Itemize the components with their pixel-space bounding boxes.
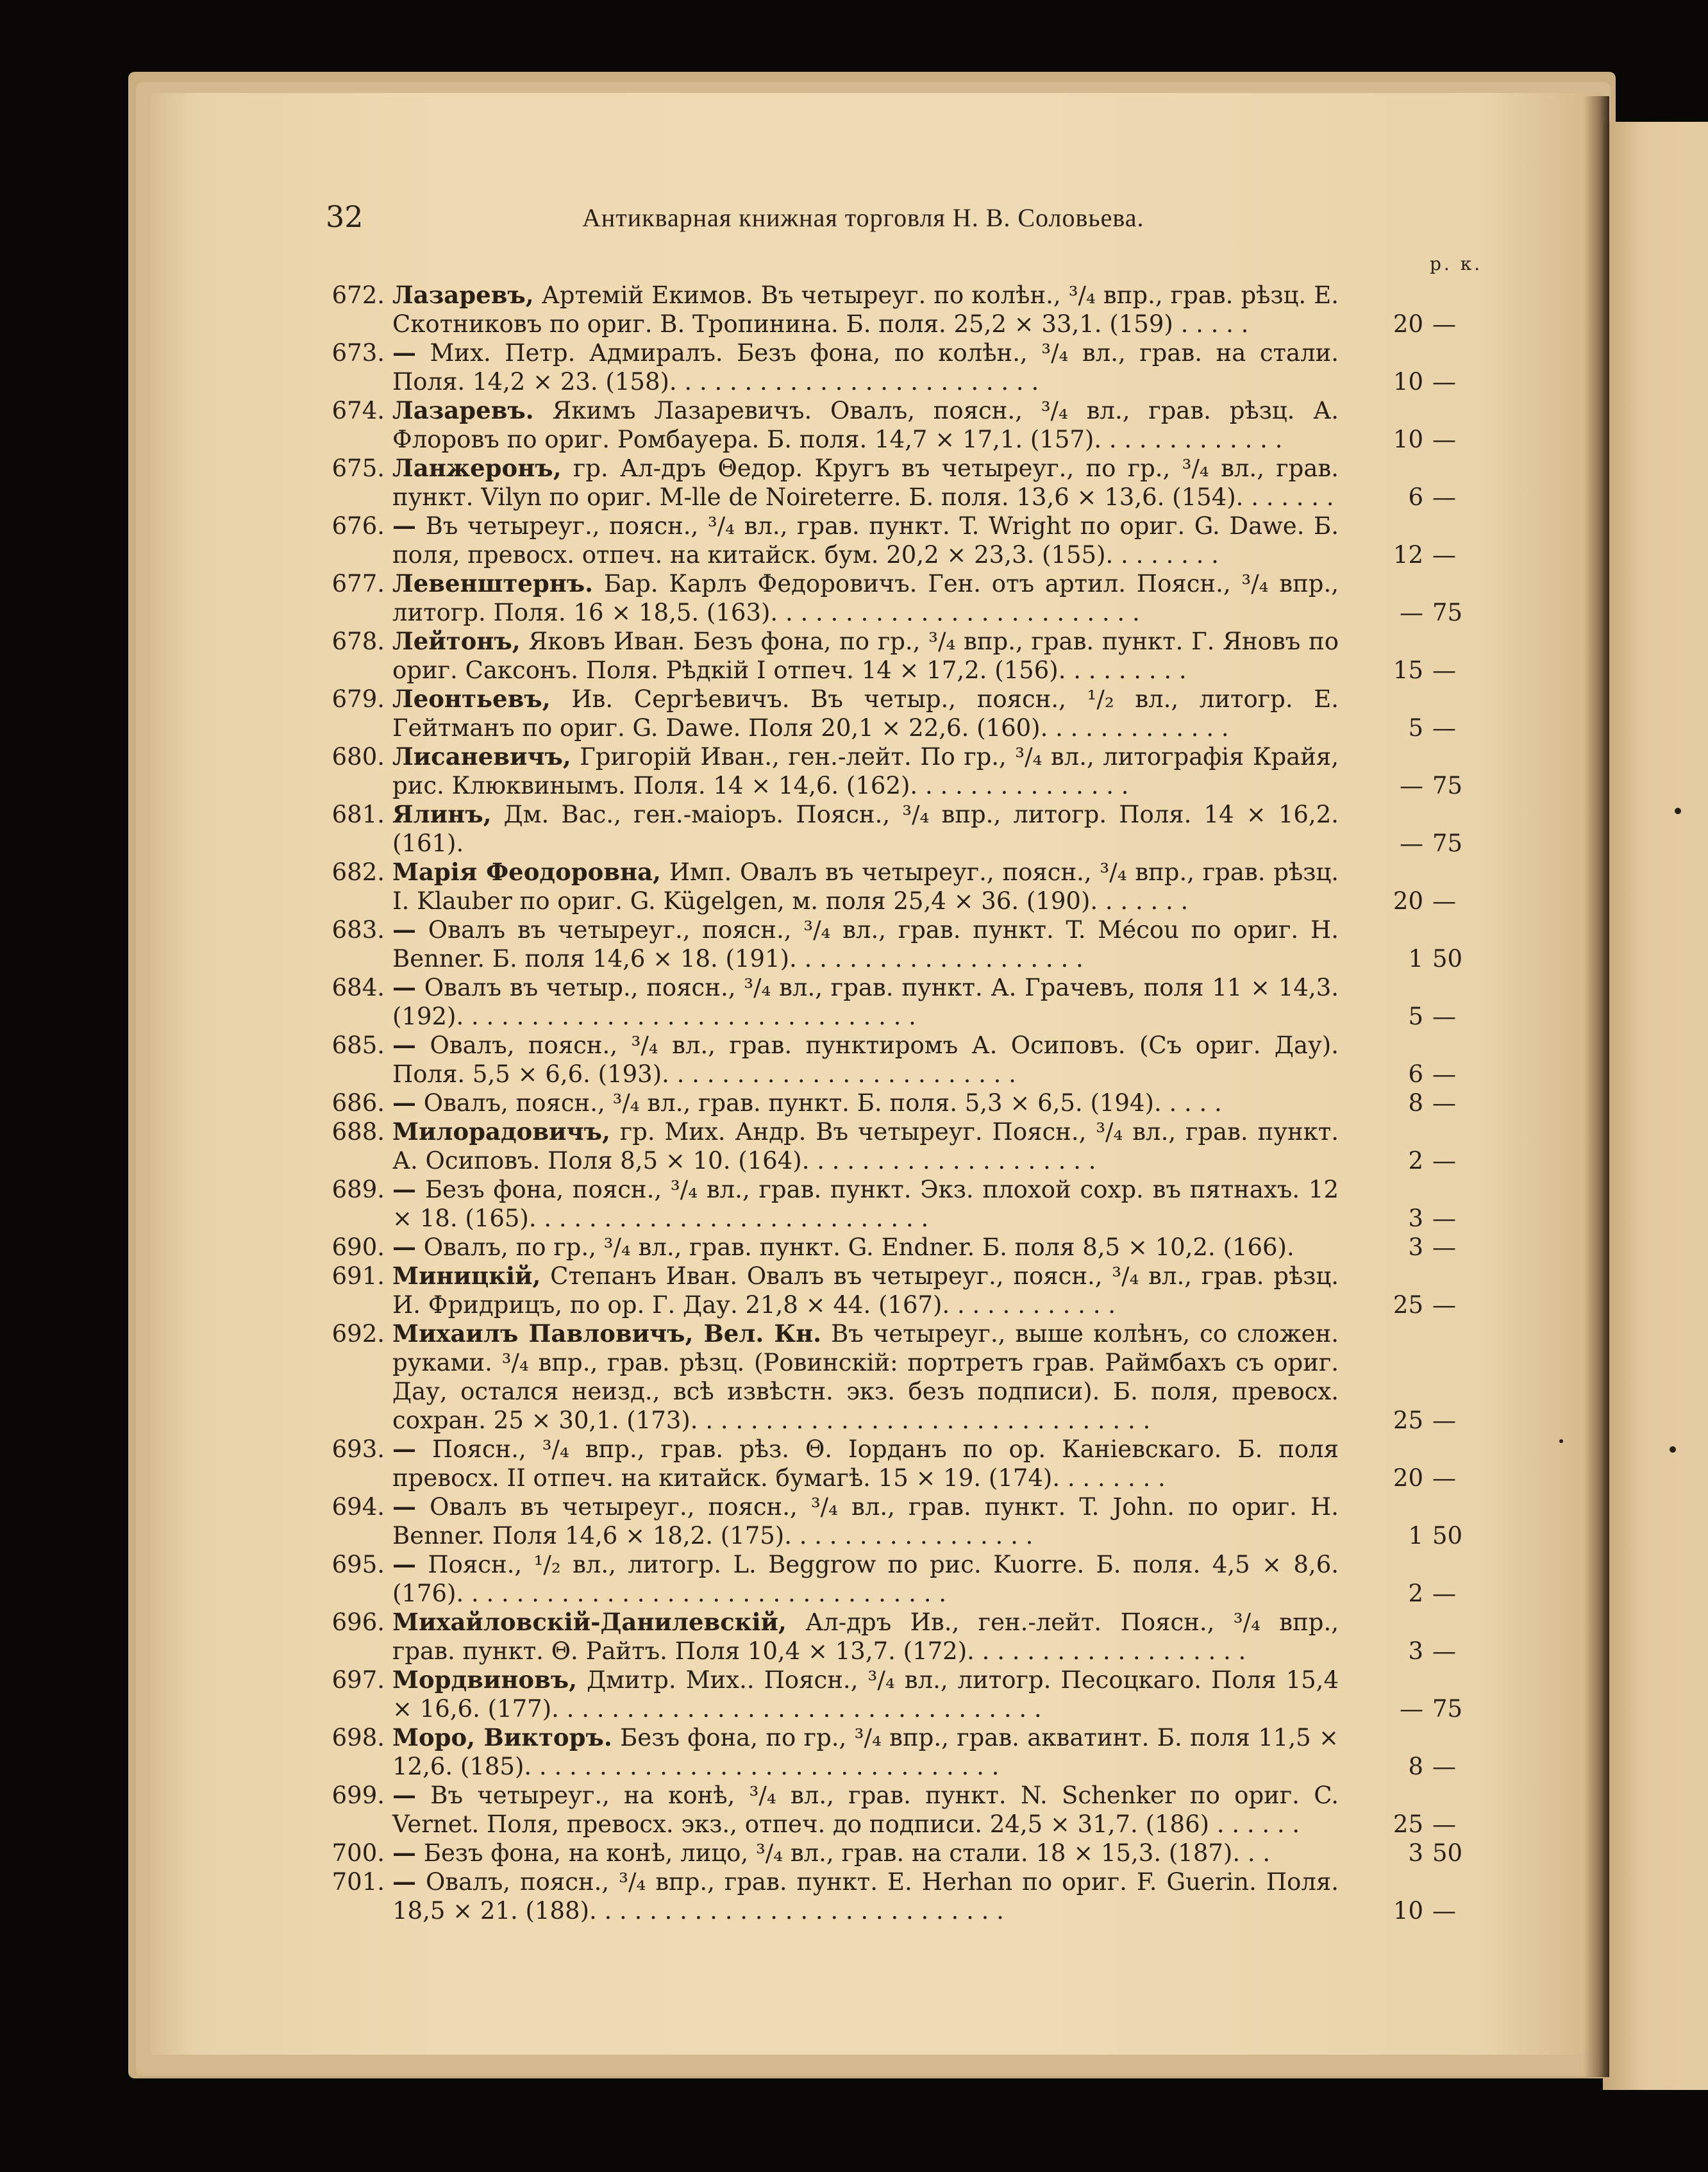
price-kopecks: — bbox=[1432, 1407, 1456, 1434]
entry-price bbox=[1372, 367, 1513, 396]
entry-price bbox=[1372, 1464, 1513, 1492]
catalog-entry bbox=[314, 1435, 1513, 1492]
entry-details: Безъ фона, по гр., ³/₄ впр., грав. акватинт. Б. поля 11,5 × 12,6. (185). . . . . . . . . . . . . . . . . . . . . . . . . . . . . . . . bbox=[392, 1724, 1339, 1780]
entry-description bbox=[392, 512, 1339, 569]
price-kopecks: — bbox=[1432, 1897, 1456, 1925]
entry-description bbox=[392, 1233, 1339, 1262]
entry-description bbox=[392, 569, 1339, 627]
entry-number: 685. bbox=[331, 1032, 385, 1059]
entry-description bbox=[392, 454, 1339, 512]
catalog-entry bbox=[314, 1666, 1513, 1723]
entry-number: 676. bbox=[331, 512, 385, 540]
entry-subject-name: Милорадовичъ, bbox=[392, 1117, 610, 1146]
entry-description bbox=[392, 1117, 1339, 1175]
price-kopecks: 50 bbox=[1432, 945, 1463, 973]
entry-details: Бар. Карлъ Федоровичъ. Ген. отъ артил. Поясн., ³/₄ впр., литогр. Поля. 16 × 18,5. (163). . . . . . . . . . . . . . . . . . . . . . . . . bbox=[392, 570, 1339, 626]
price-rubles: 20 bbox=[1393, 310, 1423, 338]
entry-description bbox=[392, 1319, 1339, 1435]
entry-subject-name: Михайловскій-Данилевскій, bbox=[392, 1608, 787, 1636]
paper-speck bbox=[1670, 1446, 1676, 1453]
entry-description bbox=[392, 915, 1339, 973]
price-kopecks: — bbox=[1432, 1580, 1456, 1607]
entry-details: Овалъ, поясн., ³/₄ вл., грав. пунктиромъ А. Осиповъ. (Съ ориг. Дау). Поля. 5,5 × 6,6. (193). . . . . . . . . . . . . . . . . . . . . . . . bbox=[392, 1032, 1339, 1088]
page-header bbox=[326, 197, 1249, 236]
entry-subject-name: — bbox=[392, 1867, 416, 1896]
entry-details: Безъ фона, на конѣ, лицо, ³/₄ вл., грав. на стали. 18 × 15,3. (187). . . bbox=[423, 1839, 1271, 1867]
entry-subject-name: Лейтонъ, bbox=[392, 627, 521, 655]
price-rubles: 1 bbox=[1408, 945, 1423, 973]
entry-description bbox=[392, 338, 1339, 396]
price-kopecks: — bbox=[1432, 887, 1456, 915]
entry-subject-name: — bbox=[392, 1839, 416, 1867]
entry-details: Овалъ въ четыреуг., поясн., ³/₄ вл., грав. пункт. T. John. по ориг. H. Benner. Поля 14,6 × 18,2. (175). . . . . . . . . . . . . . . . . bbox=[392, 1493, 1339, 1550]
entry-subject-name: Миницкій, bbox=[392, 1262, 541, 1290]
running-head-title: Антикварная книжная торговля Н. В. Соловьева. bbox=[582, 203, 1144, 232]
catalog-entry bbox=[314, 915, 1513, 973]
entry-description bbox=[392, 1550, 1339, 1608]
entry-subject-name: Лазаревъ, bbox=[392, 281, 534, 309]
entry-number: 697. bbox=[331, 1666, 385, 1694]
price-kopecks: 50 bbox=[1432, 1839, 1463, 1867]
price-rubles: 5 bbox=[1408, 714, 1423, 742]
entry-description bbox=[392, 1839, 1339, 1867]
facing-page-edge bbox=[1603, 122, 1708, 2090]
entry-number: 680. bbox=[331, 743, 385, 771]
catalog-entry bbox=[314, 1262, 1513, 1319]
price-kopecks: — bbox=[1432, 1810, 1456, 1838]
catalog-entry bbox=[314, 454, 1513, 512]
entry-number: 693. bbox=[331, 1435, 385, 1463]
price-rubles: 3 bbox=[1408, 1205, 1423, 1232]
entry-details: Овалъ, поясн., ³/₄ впр., грав. пункт. E. Herhan по ориг. F. Guerin. Поля. 18,5 × 21. (188). . . . . . . . . . . . . . . . . . . . . . . . . . . . bbox=[392, 1868, 1339, 1925]
entry-details: гр. Ал-дръ Θедор. Кругъ въ четыреуг., по гр., ³/₄ вл., грав. пункт. Vilyn по ориг. M-lle de Noireterre. Б. поля. 13,6 × 13,6. (154). . . . . . . bbox=[392, 455, 1339, 511]
entry-number: 688. bbox=[331, 1118, 385, 1146]
entry-subject-name: Мордвиновъ, bbox=[392, 1666, 578, 1694]
entry-number: 691. bbox=[331, 1262, 385, 1290]
price-kopecks: — bbox=[1432, 1147, 1456, 1174]
entry-details: Въ четыреуг., выше колѣнъ, со сложен. руками. ³/₄ впр., грав. рѣзц. (Ровинскій: портретъ грав. Раймбахъ съ ориг. Дау, остался неизд., всѣ извѣстн. экз. безъ подписи). Б. поля, превосх. сохран. 25 × 30,1. (173). . . . . . . . . . . . . . . . . . . . . . . . . . . . . . . bbox=[392, 1320, 1339, 1434]
price-kopecks: — bbox=[1432, 368, 1456, 396]
price-kopecks: — bbox=[1432, 1205, 1456, 1232]
entry-description bbox=[392, 1666, 1339, 1723]
catalog-entry bbox=[314, 1608, 1513, 1666]
entry-description bbox=[392, 1089, 1339, 1117]
entry-description bbox=[392, 281, 1339, 338]
entry-details: Ал-дръ Ив., ген.-лейт. Поясн., ³/₄ впр., грав. пункт. Θ. Райтъ. Поля 10,4 × 13,7. (172). . . . . . . . . . . . . . . . . . . bbox=[392, 1608, 1339, 1665]
entry-details: Овалъ, поясн., ³/₄ вл., грав. пункт. Б. поля. 5,3 × 6,5. (194). . . . . bbox=[423, 1089, 1222, 1117]
catalog-entry bbox=[314, 1839, 1513, 1867]
entry-details: Овалъ, по гр., ³/₄ вл., грав. пункт. G. Endner. Б. поля 8,5 × 10,2. (166). bbox=[423, 1233, 1294, 1261]
entry-price bbox=[1372, 310, 1513, 338]
catalog-entry bbox=[314, 858, 1513, 915]
entry-description bbox=[392, 1867, 1339, 1925]
price-kopecks: — bbox=[1432, 541, 1456, 569]
entry-number: 689. bbox=[331, 1176, 385, 1203]
entry-description bbox=[392, 1435, 1339, 1492]
entry-number: 673. bbox=[331, 339, 385, 367]
entry-subject-name: — bbox=[392, 1233, 416, 1261]
entry-description bbox=[392, 1781, 1339, 1839]
entry-description bbox=[392, 396, 1339, 454]
price-kopecks: — bbox=[1432, 1089, 1456, 1117]
entry-details: Степанъ Иван. Овалъ въ четыреуг., поясн., ³/₄ вл., грав. рѣзц. И. Фридрицъ, по ор. Г. Дау. 21,8 × 44. (167). . . . . . . . . . . . bbox=[392, 1262, 1339, 1319]
entry-number: 696. bbox=[331, 1608, 385, 1636]
entry-price bbox=[1372, 829, 1513, 858]
entry-price bbox=[1372, 1060, 1513, 1089]
entry-description bbox=[392, 1175, 1339, 1233]
price-kopecks: — bbox=[1432, 714, 1456, 742]
catalog-entry bbox=[314, 1723, 1513, 1781]
entry-subject-name: — bbox=[392, 1031, 416, 1059]
entry-number: 686. bbox=[331, 1089, 385, 1117]
price-rubles: 8 bbox=[1408, 1089, 1423, 1117]
price-rubles: 8 bbox=[1408, 1753, 1423, 1780]
entry-price bbox=[1372, 656, 1513, 685]
entry-description bbox=[392, 627, 1339, 685]
price-rubles: 25 bbox=[1393, 1291, 1423, 1319]
entry-number: 684. bbox=[331, 974, 385, 1001]
entry-number: 672. bbox=[331, 281, 385, 309]
entry-number: 700. bbox=[331, 1839, 385, 1867]
price-rubles: 6 bbox=[1408, 1060, 1423, 1088]
entry-subject-name: — bbox=[392, 512, 416, 540]
price-rubles: 15 bbox=[1393, 656, 1423, 684]
price-kopecks: — bbox=[1432, 1753, 1456, 1780]
price-rubles: — bbox=[1400, 830, 1423, 857]
entry-subject-name: — bbox=[392, 1175, 416, 1203]
entry-description bbox=[392, 1608, 1339, 1666]
entry-number: 699. bbox=[331, 1782, 385, 1809]
catalog-entry bbox=[314, 627, 1513, 685]
entry-details: Мих. Петр. Адмиралъ. Безъ фона, по колѣн., ³/₄ вл., грав. на стали. Поля. 14,2 × 23. (158). . . . . . . . . . . . . . . . . . . . . . . . . bbox=[392, 339, 1339, 396]
catalog-entry bbox=[314, 1089, 1513, 1117]
entry-details: Овалъ въ четыреуг., поясн., ³/₄ вл., грав. пункт. T. Mécou по ориг. H. Benner. Б. поля 14,6 × 18. (191). . . . . . . . . . . . . . . . . . . . bbox=[392, 916, 1339, 973]
entry-price bbox=[1372, 1089, 1513, 1117]
price-rubles: 10 bbox=[1393, 426, 1423, 453]
entry-price bbox=[1372, 1002, 1513, 1031]
entry-number: 674. bbox=[331, 397, 385, 424]
price-rubles: 20 bbox=[1393, 887, 1423, 915]
price-kopecks: — bbox=[1432, 1233, 1456, 1261]
entry-subject-name: Лазаревъ. bbox=[392, 396, 534, 424]
price-rubles: 5 bbox=[1408, 1003, 1423, 1030]
entry-description bbox=[392, 800, 1339, 858]
price-kopecks: 75 bbox=[1432, 599, 1463, 626]
entry-details: Артемій Екимов. Въ четыреуг. по колѣн., ³/₄ впр., грав. рѣзц. Е. Скотниковъ по ориг. В. Тропинина. Б. поля. 25,2 × 33,1. (159) . . . . . bbox=[392, 281, 1339, 338]
entry-number: 675. bbox=[331, 455, 385, 482]
catalog-entry bbox=[314, 1550, 1513, 1608]
price-rubles: — bbox=[1400, 772, 1423, 799]
catalog-entries bbox=[314, 281, 1513, 1925]
entry-description bbox=[392, 685, 1339, 742]
entry-description bbox=[392, 1031, 1339, 1089]
price-kopecks: — bbox=[1432, 1291, 1456, 1319]
entry-number: 692. bbox=[331, 1320, 385, 1348]
catalog-entry bbox=[314, 1492, 1513, 1550]
entry-subject-name: Михаилъ Павловичъ, Вел. Кн. bbox=[392, 1319, 822, 1348]
entry-number: 698. bbox=[331, 1724, 385, 1751]
catalog-entry bbox=[314, 1781, 1513, 1839]
entry-subject-name: — bbox=[392, 1435, 416, 1463]
entry-price bbox=[1372, 1839, 1513, 1867]
entry-price bbox=[1372, 483, 1513, 512]
entry-subject-name: — bbox=[392, 1492, 416, 1521]
entry-details: Въ четыреуг., на конѣ, ³/₄ вл., грав. пункт. N. Schenker по ориг. C. Vernet. Поля, превосх. экз., отпеч. до подписи. 24,5 × 31,7. (186) . . . . . . bbox=[392, 1782, 1339, 1838]
entry-description bbox=[392, 1492, 1339, 1550]
catalog-entry bbox=[314, 396, 1513, 454]
entry-price bbox=[1372, 887, 1513, 915]
entry-description bbox=[392, 1262, 1339, 1319]
entry-details: Ив. Сергѣевичъ. Въ четыр., поясн., ¹/₂ вл., литогр. Е. Гейтманъ по ориг. G. Dawe. Поля 20,1 × 22,6. (160). . . . . . . . . . . . . bbox=[392, 685, 1339, 742]
price-kopecks: 75 bbox=[1432, 1695, 1463, 1723]
price-rubles: 3 bbox=[1408, 1233, 1423, 1261]
entry-number: 679. bbox=[331, 685, 385, 713]
price-rubles: — bbox=[1400, 1695, 1423, 1723]
entry-price bbox=[1372, 1233, 1513, 1262]
entry-price bbox=[1372, 1406, 1513, 1435]
entry-details: Имп. Овалъ въ четыреуг., поясн., ³/₄ впр., грав. рѣзц. I. Klauber по ориг. G. Kügelgen, м. поля 25,4 × 36. (190). . . . . . . bbox=[392, 858, 1339, 915]
entry-details: Дм. Вас., ген.-маіоръ. Поясн., ³/₄ впр., литогр. Поля. 14 × 16,2. (161). bbox=[392, 801, 1339, 857]
price-kopecks: — bbox=[1432, 656, 1456, 684]
entry-price bbox=[1372, 598, 1513, 627]
entry-price bbox=[1372, 425, 1513, 454]
entry-description bbox=[392, 858, 1339, 915]
currency-column-header: р. к. bbox=[1430, 253, 1483, 274]
price-kopecks: — bbox=[1432, 1003, 1456, 1030]
price-rubles: 20 bbox=[1393, 1464, 1423, 1492]
price-rubles: 1 bbox=[1408, 1522, 1423, 1550]
entry-price bbox=[1372, 1579, 1513, 1608]
catalog-entry bbox=[314, 1867, 1513, 1925]
entry-details: гр. Мих. Андр. Въ четыреуг. Поясн., ³/₄ вл., грав. пункт. А. Осиповъ. Поля 8,5 × 10. (164). . . . . . . . . . . . . . . . . . . . bbox=[392, 1118, 1339, 1174]
page-number: 32 bbox=[326, 199, 364, 234]
entry-details: Дмитр. Мих.. Поясн., ³/₄ вл., литогр. Песоцкаго. Поля 15,4 × 16,6. (177). . . . . . . . . . . . . . . . . . . . . . . . . . . . . . . . . bbox=[392, 1666, 1339, 1723]
price-rubles: 3 bbox=[1408, 1839, 1423, 1867]
entry-number: 681. bbox=[331, 801, 385, 828]
catalog-entry bbox=[314, 685, 1513, 742]
catalog-entry bbox=[314, 281, 1513, 338]
entry-number: 701. bbox=[331, 1868, 385, 1896]
price-kopecks: — bbox=[1432, 1464, 1456, 1492]
catalog-entry bbox=[314, 800, 1513, 858]
catalog-entry bbox=[314, 1175, 1513, 1233]
price-rubles: 2 bbox=[1408, 1147, 1423, 1174]
entry-details: Безъ фона, поясн., ³/₄ вл., грав. пункт. Экз. плохой сохр. въ пятнахъ. 12 × 18. (165). . . . . . . . . . . . . . . . . . . . . . . . . . . bbox=[392, 1176, 1339, 1232]
price-rubles: 6 bbox=[1408, 483, 1423, 511]
entry-price bbox=[1372, 1694, 1513, 1723]
entry-description bbox=[392, 1723, 1339, 1781]
entry-number: 683. bbox=[331, 916, 385, 944]
price-rubles: 25 bbox=[1393, 1407, 1423, 1434]
entry-number: 678. bbox=[331, 628, 385, 655]
entry-price bbox=[1372, 944, 1513, 973]
entry-subject-name: Марія Феодоровна, bbox=[392, 858, 661, 886]
entry-price bbox=[1372, 1810, 1513, 1839]
catalog-entry bbox=[314, 742, 1513, 800]
price-kopecks: — bbox=[1432, 310, 1456, 338]
paper-speck bbox=[1675, 808, 1681, 814]
catalog-entry bbox=[314, 512, 1513, 569]
entry-subject-name: Ялинъ, bbox=[392, 800, 492, 828]
book-gutter bbox=[1584, 96, 1609, 2077]
entry-subject-name: — bbox=[392, 1781, 416, 1809]
price-kopecks: — bbox=[1432, 1060, 1456, 1088]
catalog-entry bbox=[314, 973, 1513, 1031]
catalog-entry bbox=[314, 1233, 1513, 1262]
entry-subject-name: — bbox=[392, 915, 416, 944]
entry-price bbox=[1372, 714, 1513, 742]
entry-price bbox=[1372, 1521, 1513, 1550]
price-kopecks: — bbox=[1432, 1637, 1456, 1665]
entry-number: 694. bbox=[331, 1493, 385, 1521]
entry-details: Яковъ Иван. Безъ фона, по гр., ³/₄ впр., грав. пункт. Г. Яновъ по ориг. Саксонъ. Поля. Рѣдкій I отпеч. 14 × 17,2. (156). . . . . . . . . bbox=[392, 628, 1339, 684]
catalog-entry bbox=[314, 1319, 1513, 1435]
price-rubles: 12 bbox=[1393, 541, 1423, 569]
entry-price bbox=[1372, 1204, 1513, 1233]
entry-subject-name: — bbox=[392, 338, 416, 367]
entry-description bbox=[392, 742, 1339, 800]
entry-subject-name: Левенштернъ. bbox=[392, 569, 594, 597]
paper-speck bbox=[1559, 1439, 1563, 1443]
price-kopecks: — bbox=[1432, 483, 1456, 511]
entry-subject-name: — bbox=[392, 1089, 416, 1117]
price-kopecks: 50 bbox=[1432, 1522, 1463, 1550]
entry-number: 682. bbox=[331, 858, 385, 886]
entry-description bbox=[392, 973, 1339, 1031]
entry-price bbox=[1372, 1752, 1513, 1781]
price-rubles: 2 bbox=[1408, 1580, 1423, 1607]
entry-subject-name: Лисаневичъ, bbox=[392, 742, 571, 771]
entry-price bbox=[1372, 1637, 1513, 1666]
entry-price bbox=[1372, 771, 1513, 800]
entry-details: Поясн., ¹/₂ вл., литогр. L. Beggrow по рис. Kuorre. Б. поля. 4,5 × 8,6. (176). . . . . . . . . . . . . . . . . . . . . . . . . . . . . . . . . bbox=[392, 1551, 1339, 1607]
entry-number: 695. bbox=[331, 1551, 385, 1578]
entry-details: Овалъ въ четыр., поясн., ³/₄ вл., грав. пункт. А. Грачевъ, поля 11 × 14,3. (192). . . . . . . . . . . . . . . . . . . . . . . . . . . . . . . bbox=[392, 974, 1339, 1030]
price-rubles: — bbox=[1400, 599, 1423, 626]
catalog-entry bbox=[314, 338, 1513, 396]
catalog-entry bbox=[314, 1031, 1513, 1089]
entry-details: Поясн., ³/₄ впр., грав. рѣз. Θ. Іорданъ по ор. Каніевскаго. Б. поля превосх. II отпеч. на китайск. бумагѣ. 15 × 19. (174). . . . . . . . bbox=[392, 1435, 1339, 1492]
price-kopecks: 75 bbox=[1432, 772, 1463, 799]
entry-details: Въ четыреуг., поясн., ³/₄ вл., грав. пункт. T. Wright по ориг. G. Dawe. Б. поля, превосх. отпеч. на китайск. бум. 20,2 × 23,3. (155). . . . . . . . bbox=[392, 512, 1339, 569]
entry-price bbox=[1372, 1146, 1513, 1175]
entry-subject-name: Леонтьевъ, bbox=[392, 685, 551, 713]
entry-subject-name: — bbox=[392, 973, 416, 1001]
entry-price bbox=[1372, 1291, 1513, 1319]
price-rubles: 10 bbox=[1393, 368, 1423, 396]
entry-subject-name: Ланжеронъ, bbox=[392, 454, 562, 482]
price-rubles: 25 bbox=[1393, 1810, 1423, 1838]
catalog-entry bbox=[314, 569, 1513, 627]
entry-number: 690. bbox=[331, 1233, 385, 1261]
entry-subject-name: Моро, Викторъ. bbox=[392, 1723, 612, 1751]
entry-price bbox=[1372, 1896, 1513, 1925]
price-kopecks: — bbox=[1432, 426, 1456, 453]
entry-details: Григорій Иван., ген.-лейт. По гр., ³/₄ вл., литографія Крайя, рис. Клюквинымъ. Поля. 14 × 14,6. (162). . . . . . . . . . . . . . . bbox=[392, 743, 1339, 799]
entry-details: Якимъ Лазаревичъ. Овалъ, поясн., ³/₄ вл., грав. рѣзц. А. Флоровъ по ориг. Ромбауера. Б. поля. 14,7 × 17,1. (157). . . . . . . . . . . . . bbox=[392, 397, 1339, 453]
catalog-entry bbox=[314, 1117, 1513, 1175]
price-rubles: 3 bbox=[1408, 1637, 1423, 1665]
price-rubles: 10 bbox=[1393, 1897, 1423, 1925]
price-kopecks: 75 bbox=[1432, 830, 1463, 857]
entry-price bbox=[1372, 540, 1513, 569]
entry-number: 677. bbox=[331, 570, 385, 597]
entry-subject-name: — bbox=[392, 1550, 416, 1578]
